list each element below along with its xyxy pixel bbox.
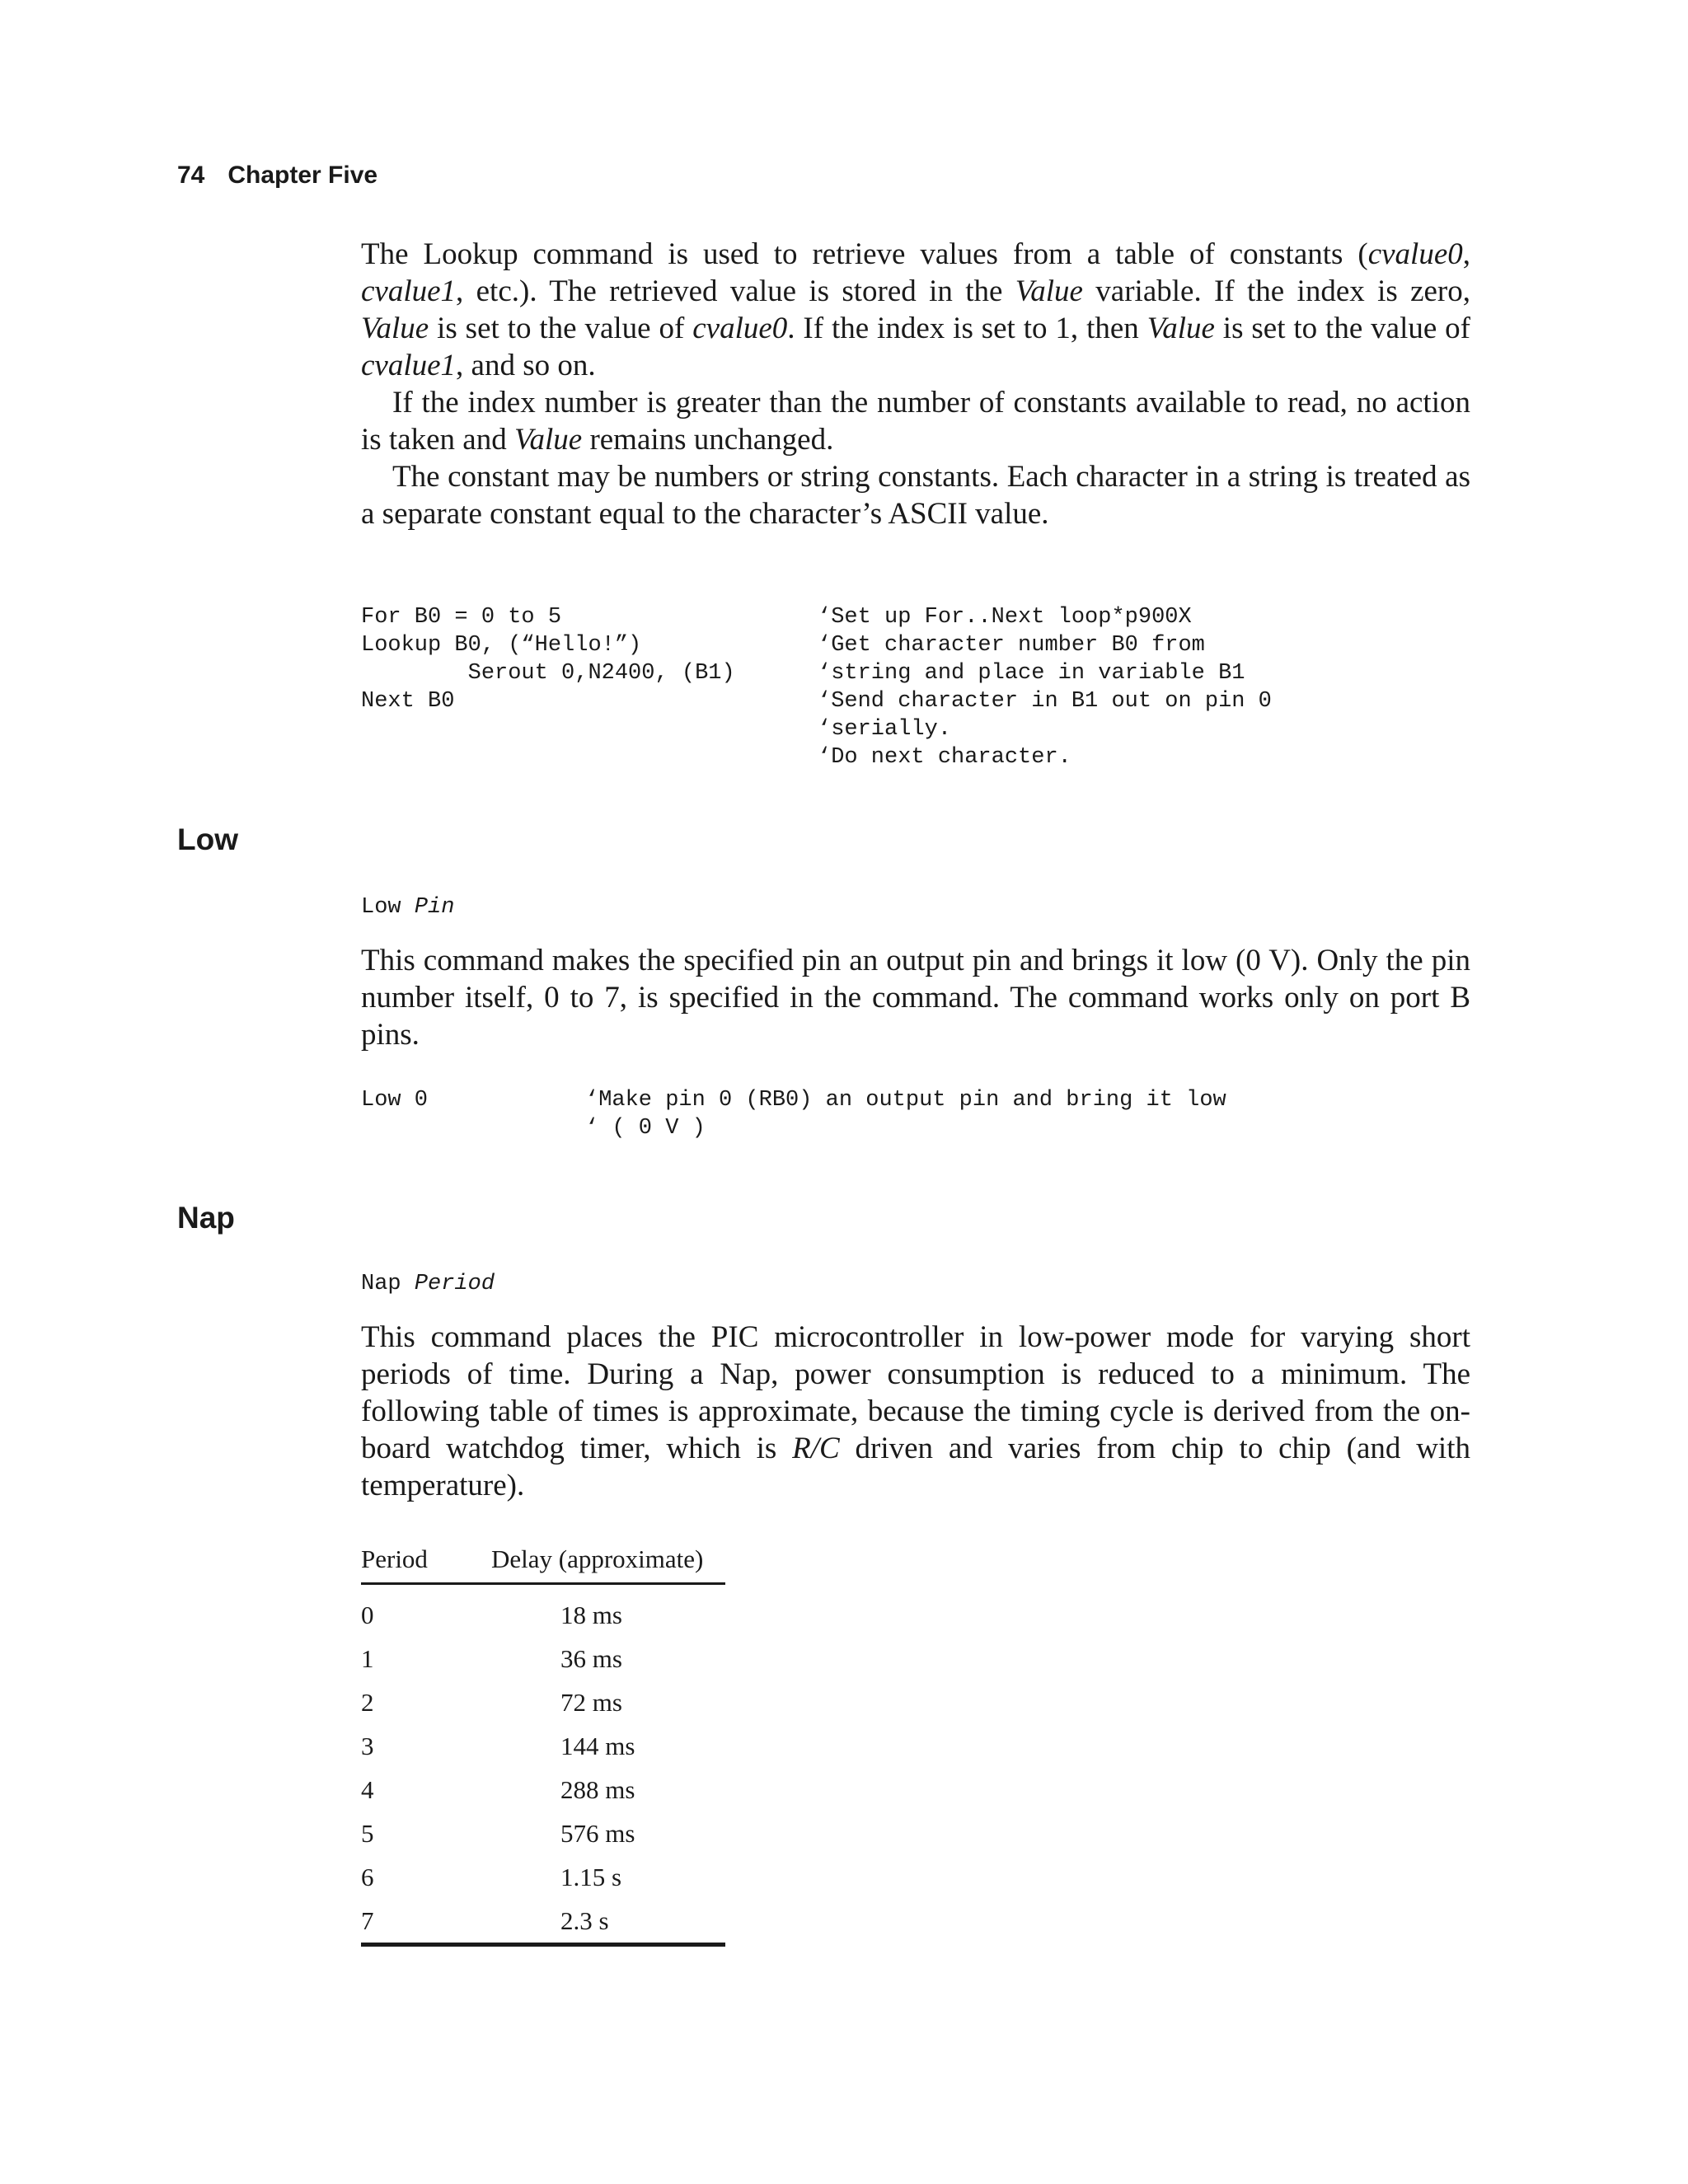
period-cell: 3 xyxy=(361,1731,374,1760)
nap-description: This command places the PIC microcontroller in low-power mode for varying short periods of time. During a Nap, power consumption is reduced to a minimum. The following table of times is approximate, because the timing cycle is derived from the on-board watchdog timer, which is R/C driven and varies from chip to chip (and with temperature). xyxy=(361,1320,1470,1502)
code-line: Next B0 xyxy=(361,689,455,714)
period-cell: 4 xyxy=(361,1774,374,1804)
low-description-block xyxy=(361,942,1470,1053)
lookup-code-comments xyxy=(818,603,1272,771)
lookup-paragraph-3: The constant may be numbers or string constants. Each character in a string is treated as a separate constant equal to the character’s ASCII value. xyxy=(361,460,1470,531)
table-row xyxy=(361,1724,725,1768)
table-row xyxy=(361,1811,725,1855)
lookup-code-block xyxy=(361,603,735,715)
delay-cell: 576 ms xyxy=(560,1818,635,1848)
section-heading-low: Low xyxy=(177,823,238,856)
section-heading-nap: Nap xyxy=(177,1201,235,1235)
low-syntax: Low Pin xyxy=(361,895,455,920)
code-comment: ‘Send character in B1 out on pin 0 xyxy=(818,689,1272,714)
period-cell: 2 xyxy=(361,1687,374,1717)
code-comment: ‘Do next character. xyxy=(818,745,1071,770)
low-example-code: Low 0 xyxy=(361,1088,429,1113)
nap-delay-table xyxy=(361,1540,725,1947)
low-description: This command makes the specified pin an output pin and brings it low (0 V). Only the pin number itself, 0 to 7, is specified in the command. The command works only on port B pins. xyxy=(361,944,1470,1052)
code-line: Lookup B0, (“Hello!”) xyxy=(361,633,642,658)
code-comment: ‘Get character number B0 from xyxy=(818,633,1205,658)
lookup-description xyxy=(361,236,1470,532)
code-comment: ‘Make pin 0 (RB0) an output pin and bring it low xyxy=(585,1088,1226,1113)
chapter-title: Chapter Five xyxy=(227,162,378,189)
table-row xyxy=(361,1680,725,1724)
code-comment: ‘string and place in variable B1 xyxy=(818,661,1245,686)
code-line: For B0 = 0 to 5 xyxy=(361,605,562,630)
lookup-paragraph-1: The Lookup command is used to retrieve values from a table of constants (cvalue0, cvalue1, etc.). The retrieved value is stored in the Value variable. If the index is zero, Value is set to the value of cvalue0. If the index is set to 1, then Value is set to the value of cvalue1, and so on. xyxy=(361,237,1470,382)
code-comment: ‘serially. xyxy=(818,717,952,742)
delay-cell: 36 ms xyxy=(560,1643,622,1673)
table-header-row xyxy=(361,1540,725,1584)
delay-cell: 72 ms xyxy=(560,1687,622,1717)
period-cell: 5 xyxy=(361,1818,374,1848)
low-example-comments xyxy=(585,1086,1226,1142)
column-header-period: Period xyxy=(361,1540,491,1584)
delay-cell: 288 ms xyxy=(560,1774,635,1804)
lookup-paragraph-2: If the index number is greater than the number of constants available to read, no action is taken and Value remains unchanged. xyxy=(361,386,1470,457)
page-number: 74 xyxy=(177,162,205,189)
delay-cell: 144 ms xyxy=(560,1731,635,1760)
period-cell: 1 xyxy=(361,1643,374,1673)
table-row xyxy=(361,1584,725,1638)
delay-cell: 1.15 s xyxy=(560,1862,622,1891)
code-comment: ‘Set up For..Next loop*p900X xyxy=(818,605,1192,630)
code-line: Serout 0,N2400, (B1) xyxy=(361,661,735,686)
table-row xyxy=(361,1899,725,1945)
table-row xyxy=(361,1637,725,1680)
nap-syntax: Nap Period xyxy=(361,1272,495,1296)
column-header-delay: Delay (approximate) xyxy=(491,1540,725,1584)
table-row xyxy=(361,1768,725,1811)
table-row xyxy=(361,1855,725,1899)
period-cell: 7 xyxy=(361,1899,491,1945)
period-cell: 6 xyxy=(361,1862,374,1891)
period-cell: 0 xyxy=(361,1600,374,1629)
delay-cell: 18 ms xyxy=(560,1600,622,1629)
code-comment: ‘ ( 0 V ) xyxy=(585,1116,706,1141)
delay-cell: 2.3 s xyxy=(491,1899,725,1945)
nap-description-block xyxy=(361,1319,1470,1504)
running-header xyxy=(177,162,377,190)
